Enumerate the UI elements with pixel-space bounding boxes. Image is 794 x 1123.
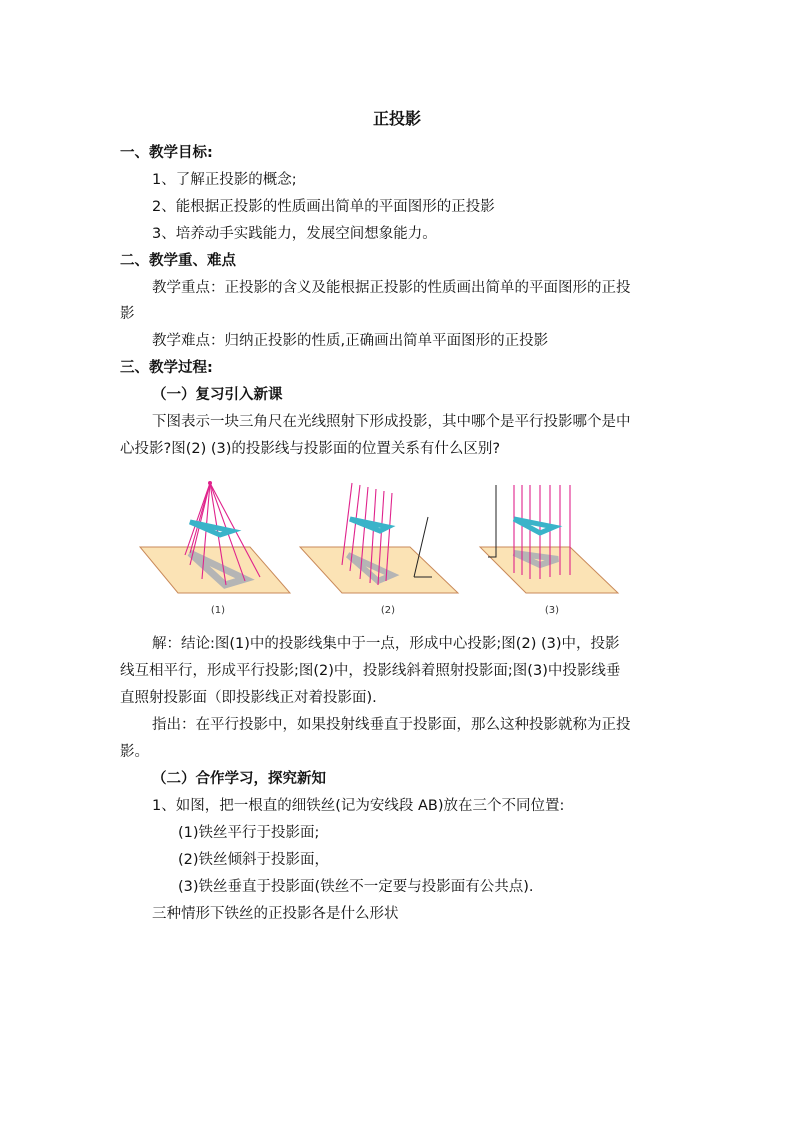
section1-heading: 一、教学目标: <box>120 145 213 161</box>
intro-line2: 心投影?图(2) (3)的投影线与投影面的位置关系有什么区别? <box>120 441 501 457</box>
key-point-line2: 影 <box>120 306 135 322</box>
difficulty: 教学难点：归纳正投影的性质,正确画出简单平面图形的正投影 <box>152 333 549 349</box>
section3-heading: 三、教学过程: <box>120 360 213 376</box>
diagram-oblique-projection <box>300 483 458 616</box>
question-1: 1、如图，把一根直的细铁丝(记为安线段 AB)放在三个不同位置: <box>152 798 565 814</box>
figure-label-1: (1) <box>210 605 226 616</box>
figure-label-2: (2) <box>380 605 396 616</box>
part2-heading: （二）合作学习，探究新知 <box>152 771 326 787</box>
objective-3: 3、培养动手实践能力，发展空间想象能力。 <box>152 226 437 242</box>
figure-label-3: (3) <box>544 605 560 616</box>
diagram-central-projection <box>140 481 290 616</box>
point-line1: 指出：在平行投影中，如果投射线垂直于投影面，那么这种投影就称为正投 <box>152 717 631 733</box>
intro-line1: 下图表示一块三角尺在光线照射下形成投影，其中哪个是平行投影哪个是中 <box>152 414 631 430</box>
projection-plane-1 <box>140 547 290 593</box>
projection-figure <box>130 475 640 617</box>
sub-item-2: (2)铁丝倾斜于投影面， <box>178 852 330 868</box>
key-point-line1: 教学重点：正投影的含义及能根据正投影的性质画出简单的平面图形的正投 <box>152 280 631 296</box>
section2-heading: 二、教学重、难点 <box>120 253 236 269</box>
answer-line2: 线互相平行，形成平行投影;图(2)中，投影线斜着照射投影面;图(3)中投影线垂 <box>120 663 621 679</box>
answer-line3: 直照射投影面（即投影线正对着投影面). <box>120 690 377 706</box>
objective-1: 1、了解正投影的概念; <box>152 172 297 188</box>
sub-item-1: (1)铁丝平行于投影面; <box>178 825 320 841</box>
projection-plane-3 <box>480 547 618 593</box>
triangle-3 <box>514 519 554 533</box>
triangle-1 <box>190 522 232 535</box>
part1-heading: （一）复习引入新课 <box>152 387 283 403</box>
light-source-point <box>208 481 212 485</box>
point-line2: 影。 <box>120 744 149 760</box>
page-title: 正投影 <box>372 109 421 128</box>
closing-question: 三种情形下铁丝的正投影各是什么形状 <box>152 906 399 922</box>
diagram-orthogonal-projection <box>480 485 618 616</box>
answer-line1: 解：结论:图(1)中的投影线集中于一点，形成中心投影;图(2) (3)中，投影 <box>152 636 620 652</box>
objective-2: 2、能根据正投影的性质画出简单的平面图形的正投影 <box>152 199 495 215</box>
sub-item-3: (3)铁丝垂直于投影面(铁丝不一定要与投影面有公共点). <box>178 879 534 895</box>
